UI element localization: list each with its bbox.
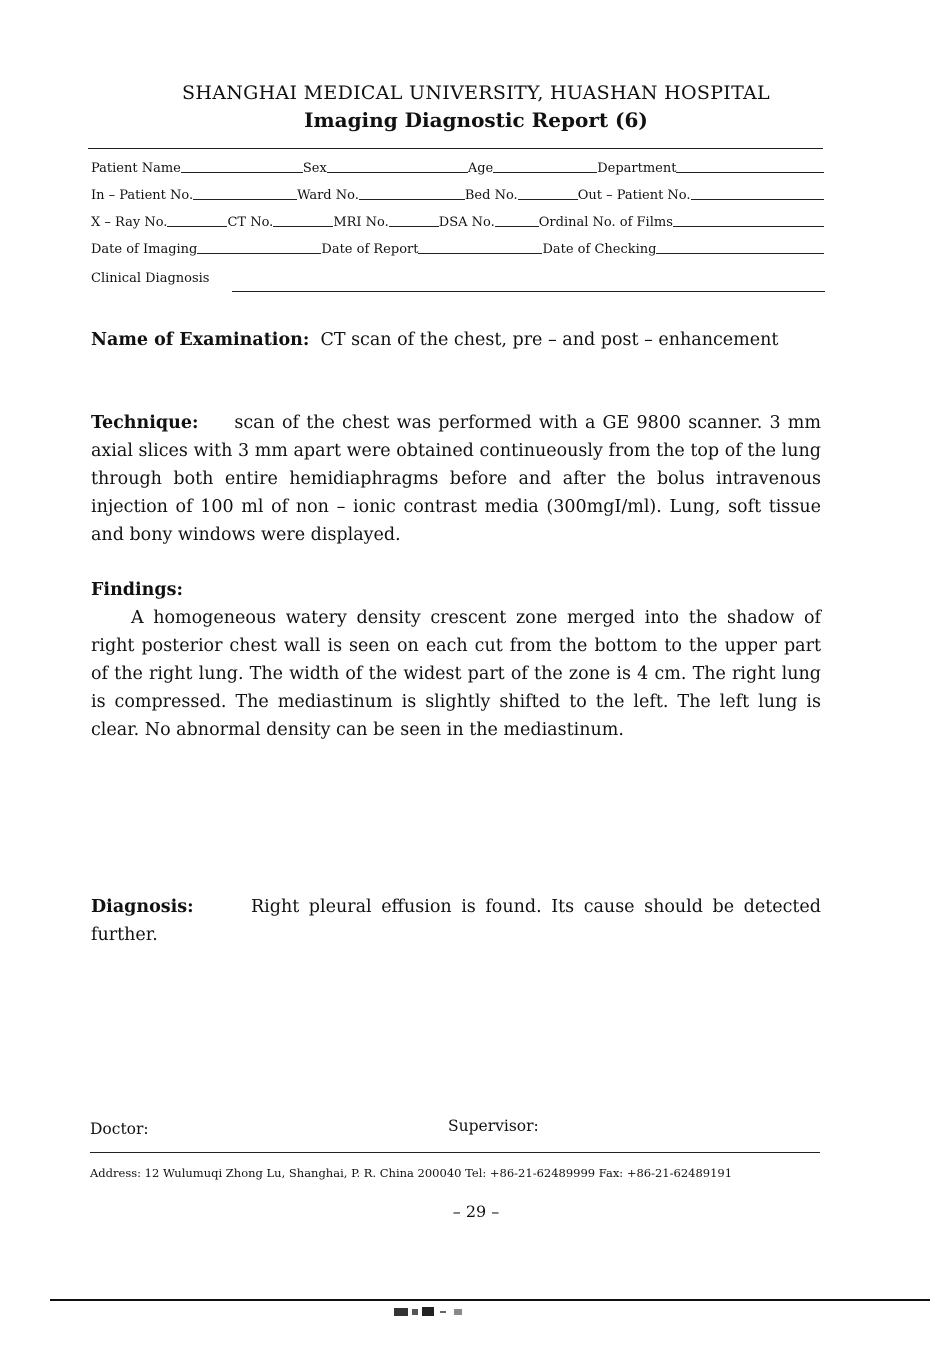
patient-name-label: Patient Name [91, 161, 181, 176]
institution-name: SHANGHAI MEDICAL UNIVERSITY, HUASHAN HOSPITAL [182, 82, 770, 104]
in-patient-no-blank [193, 199, 297, 200]
sex-label: Sex [302, 161, 327, 176]
date-report-blank [418, 253, 542, 254]
xray-no-label: X – Ray No. [91, 215, 168, 230]
clinical-diagnosis-label: Clinical Diagnosis [91, 271, 210, 286]
findings-label: Findings: [91, 580, 183, 600]
header-divider [88, 148, 823, 149]
exam-section [91, 326, 821, 354]
out-patient-no-blank [691, 199, 824, 200]
date-checking-blank [656, 253, 824, 254]
ordinal-films-blank [673, 226, 824, 227]
report-title: Imaging Diagnostic Report (6) [304, 108, 648, 132]
form-row-2 [91, 183, 824, 203]
scan-artifact-icon [394, 1306, 474, 1318]
technique-text: scan of the chest was performed with a GE 9800 scanner. 3 mm axial slices with 3 mm apart were obtained continueously from the top of the lung through both entire hemidiaphragms before and after the bolus intravenous injection of 100 ml of non – ionic contrast media (300mgI/ml). Lung, soft tissue and bony windows were displayed. [91, 413, 821, 545]
signature-divider [90, 1152, 820, 1153]
out-patient-no-label: Out – Patient No. [577, 188, 691, 203]
diagnosis-section [91, 893, 821, 949]
form-row-3 [91, 210, 824, 230]
exam-label: Name of Examination: [91, 330, 310, 350]
diagnosis-label: Diagnosis: [91, 897, 194, 917]
ward-no-blank [359, 199, 465, 200]
ct-no-label: CT No. [227, 215, 274, 230]
date-imaging-blank [197, 253, 321, 254]
dsa-no-blank [495, 226, 539, 227]
form-row-4 [91, 237, 824, 257]
findings-section [91, 576, 821, 744]
form-row-5 [91, 266, 824, 286]
mri-no-blank [389, 226, 439, 227]
mri-no-label: MRI No. [333, 215, 389, 230]
age-label: Age [467, 161, 494, 176]
scan-edge-line [50, 1299, 930, 1301]
hospital-address: Address: 12 Wulumuqi Zhong Lu, Shanghai, P. R. China 200040 Tel: +86-21-62489999 Fax: +86-21-62489191 [90, 1166, 733, 1180]
patient-info-form [91, 156, 824, 296]
ordinal-films-label: Ordinal No. of Films [538, 215, 673, 230]
diagnosis-text: Right pleural effusion is found. Its cause should be detected further. [91, 897, 821, 945]
date-report-label: Date of Report [321, 242, 419, 257]
findings-text: A homogeneous watery density crescent zone merged into the shadow of right posterior chest wall is seen on each cut from the bottom to the upper part of the right lung. The width of the widest part of the zone is 4 cm. The right lung is compressed. The mediastinum is slightly shifted to the left. The left lung is clear. No abnormal density can be seen in the mediastinum. [91, 608, 821, 740]
ct-no-blank [273, 226, 333, 227]
xray-no-blank [167, 226, 227, 227]
department-label: Department [597, 161, 677, 176]
bed-no-label: Bed No. [464, 188, 518, 203]
date-imaging-label: Date of Imaging [91, 242, 198, 257]
clinical-diagnosis-line [232, 291, 825, 292]
exam-text: CT scan of the chest, pre – and post – enhancement [320, 330, 779, 350]
form-row-1 [91, 156, 824, 176]
supervisor-label: Supervisor: [448, 1117, 539, 1135]
dsa-no-label: DSA No. [438, 215, 495, 230]
date-checking-label: Date of Checking [542, 242, 657, 257]
age-blank [493, 172, 597, 173]
sex-blank [327, 172, 468, 173]
in-patient-no-label: In – Patient No. [91, 188, 194, 203]
ward-no-label: Ward No. [297, 188, 359, 203]
patient-name-blank [181, 172, 303, 173]
department-blank [676, 172, 824, 173]
doctor-label: Doctor: [90, 1120, 149, 1138]
bed-no-blank [518, 199, 578, 200]
technique-section [91, 409, 821, 549]
technique-label: Technique: [91, 413, 199, 433]
page-number: – 29 – [452, 1202, 500, 1221]
